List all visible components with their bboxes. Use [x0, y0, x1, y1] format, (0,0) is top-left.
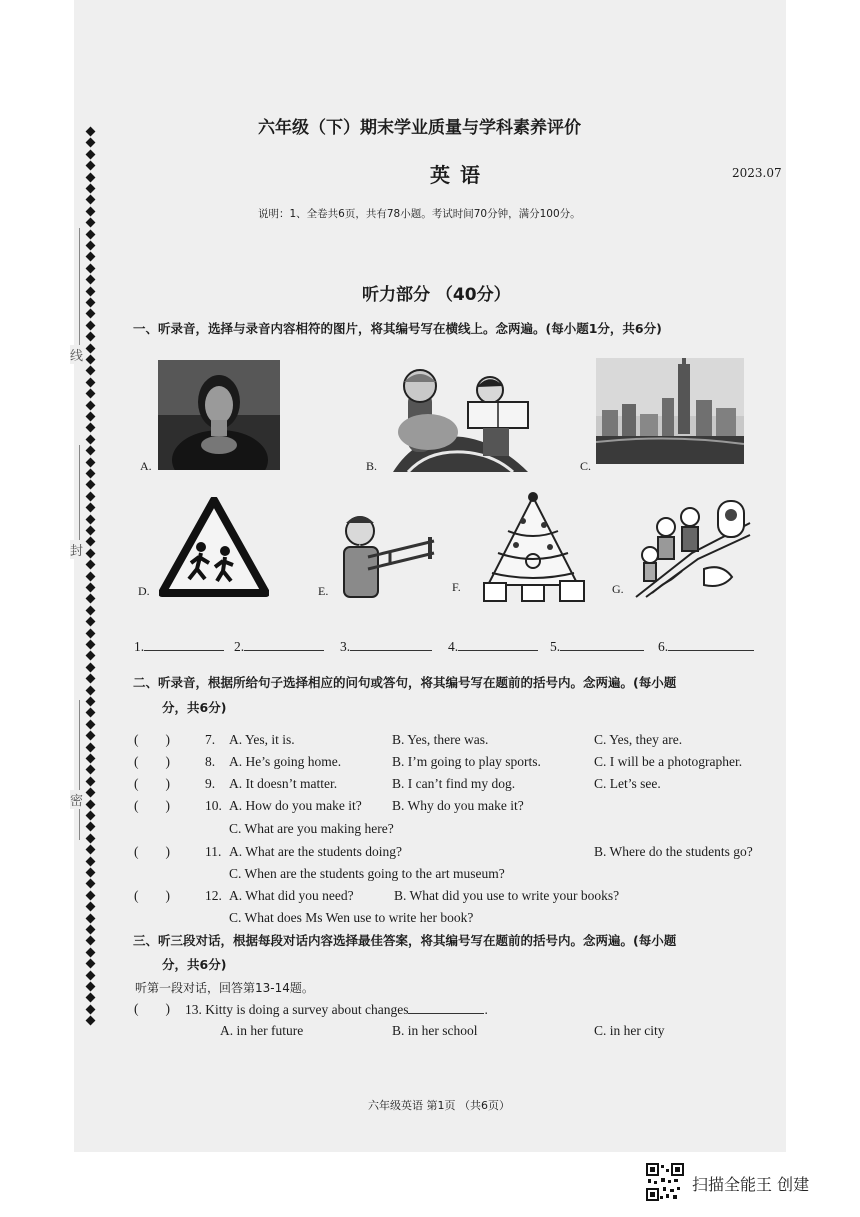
- scanner-brand-text: 扫描全能王 创建: [692, 1175, 810, 1194]
- option-c: C. Yes, they are.: [594, 732, 683, 747]
- section3-title: 三、听三段对话，根据每段对话内容选择最佳答案，将其编号写在题前的括号内。念两遍。(每小题: [133, 933, 677, 948]
- grandmother-and-boy-reading-icon: [388, 362, 534, 474]
- option-c: C. I will be a photographer.: [594, 754, 743, 769]
- option-a: A. It doesn’t matter.: [229, 776, 338, 791]
- answer-bracket[interactable]: ( ): [134, 1001, 170, 1016]
- option-a: A. Yes, it is.: [229, 732, 295, 747]
- picture-label-g: G.: [612, 582, 624, 596]
- answer-blank-4[interactable]: 4.: [448, 638, 538, 655]
- christmas-tree-icon: [478, 491, 588, 603]
- children-crossing-sign-icon: [159, 497, 269, 597]
- option-c: C. What does Ms Wen use to write her book?: [229, 910, 474, 925]
- answer-blank-2[interactable]: 2.: [234, 638, 324, 655]
- option-a: A. What did you need?: [229, 888, 354, 903]
- answer-bracket[interactable]: ( ): [134, 798, 170, 813]
- option-a: A. What are the students doing?: [229, 844, 402, 859]
- qr-code-icon: [646, 1163, 684, 1201]
- option-c: C. What are you making here?: [229, 821, 394, 836]
- option-b: B. I can’t find my dog.: [392, 776, 516, 791]
- picture-label-b: B.: [366, 459, 378, 473]
- answer-blank-5[interactable]: 5.: [550, 638, 644, 655]
- option-b: B. Yes, there was.: [392, 732, 489, 747]
- binding-char-seal: 封: [70, 540, 83, 559]
- picture-label-c: C.: [580, 459, 592, 473]
- option-c: C. When are the students going to the art museum?: [229, 866, 505, 881]
- section2-title-cont: 分，共6分): [162, 700, 227, 715]
- exam-instructions: 说明：1、全卷共6页，共有78小题。考试时间70分钟，满分100分。: [258, 208, 581, 220]
- answer-blank-3[interactable]: 3.: [340, 638, 432, 655]
- option-a: A. in her future: [220, 1023, 304, 1038]
- option-b: B. What did you use to write your books?: [394, 888, 620, 903]
- picture-label-f: F.: [452, 580, 461, 594]
- portrait-painting-icon: [158, 360, 280, 470]
- option-a: A. How do you make it?: [229, 798, 362, 813]
- question-number: 10.: [205, 798, 222, 813]
- binding-line: [79, 228, 80, 358]
- answer-bracket[interactable]: ( ): [134, 888, 170, 903]
- city-skyline-photo-icon: [596, 358, 744, 464]
- picture-label-d: D.: [138, 584, 150, 598]
- option-c: C. Let’s see.: [594, 776, 661, 791]
- answer-bracket[interactable]: ( ): [134, 844, 170, 859]
- picture-label-e: E.: [318, 584, 329, 598]
- people-on-escalator-icon: [632, 493, 752, 601]
- subject-title: 英语: [430, 163, 490, 187]
- question-number: 8.: [205, 754, 216, 769]
- binding-line: [79, 445, 80, 555]
- exam-title: 六年级（下）期末学业质量与学科素养评价: [258, 118, 581, 138]
- section2-title: 二、听录音，根据所给句子选择相应的问句或答句，将其编号写在题前的括号内。念两遍。(每小题: [133, 675, 677, 690]
- page-footer: 六年级英语 第1页 （共6页）: [368, 1099, 510, 1112]
- question-number: 11.: [205, 844, 222, 859]
- option-b: B. in her school: [392, 1023, 478, 1038]
- option-b: B. Why do you make it?: [392, 798, 524, 813]
- option-c: C. in her city: [594, 1023, 665, 1038]
- binding-char-line: 线: [70, 345, 83, 364]
- picture-label-a: A.: [140, 459, 152, 473]
- dialogue1-intro: 听第一段对话，回答第13-14题。: [135, 981, 314, 995]
- section1-title: 一、听录音，选择与录音内容相符的图片，将其编号写在横线上。念两遍。(每小题1分，共6分): [133, 321, 662, 336]
- question-number: 9.: [205, 776, 216, 791]
- answer-bracket[interactable]: ( ): [134, 754, 170, 769]
- exam-date: 2023.07: [732, 166, 782, 180]
- option-b: B. Where do the students go?: [594, 844, 753, 859]
- option-a: A. He’s going home.: [229, 754, 342, 769]
- binding-line: [79, 700, 80, 840]
- answer-bracket[interactable]: ( ): [134, 776, 170, 791]
- answer-bracket[interactable]: ( ): [134, 732, 170, 747]
- answer-blank-6[interactable]: 6.: [658, 638, 754, 655]
- option-b: B. I’m going to play sports.: [392, 754, 541, 769]
- listening-part-title: 听力部分 （40分）: [362, 285, 511, 305]
- answer-blank-1[interactable]: 1.: [134, 638, 224, 655]
- man-with-tool-icon: [330, 505, 438, 601]
- question-number: 12.: [205, 888, 222, 903]
- question-number: 7.: [205, 732, 216, 747]
- section3-title-cont: 分，共6分): [162, 957, 227, 972]
- question-13: 13. Kitty is doing a survey about changes .: [185, 1002, 488, 1017]
- binding-char-secret: 密: [70, 790, 83, 809]
